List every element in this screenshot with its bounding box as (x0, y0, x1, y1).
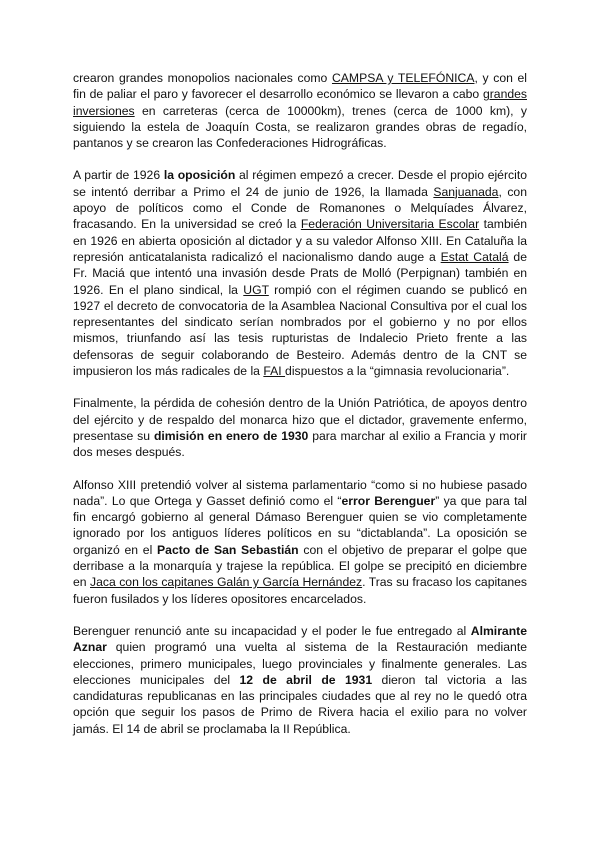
link-federacion-universitaria-escolar[interactable]: Federación Universitaria Escolar (300, 217, 480, 232)
link-campsa-telefonica[interactable]: CAMPSA y TELEFÓNICA (331, 71, 475, 85)
paragraph-2: A partir de 1926 la oposición al régimen empezó a crecer. Desde el propio ejército se intentó derribar a Primo el 24 de junio de 1926, la llamada Sanjuanada, con apoyo de políticos como el Conde de Romanones o Melquíades Álvarez, fracasando. En la universidad se creó la Federación Universitaria Escolar también en 1926 en abierta oposición al dictador y a su valedor Alfonso XIII. En Cataluña la represión anticatalanista radicalizó el nacionalismo dando auge a Estat Catalá de Fr. Maciá que intentó una invasión desde Prats de Molló (Perpignan) también en 1926. En el plano sindical, la UGT rompió con el régimen cuando se publicó en 1927 el decreto de convocatoria de la Asamblea Nacional Consultiva por el cual los representantes del sindicato serían nombrados por el gobierno y no por ellos mismos, triunfando así las tesis rupturistas de Indalecio Prieto frente a las defensoras de seguir colaborando de Besteiro. Además dentro de la CNT se impusieron los más radicales de la FAI dispuestos a la “gimnasia revolucionaria”. (73, 168, 528, 379)
link-ugt[interactable]: UGT (243, 282, 269, 297)
paragraph-1: crearon grandes monopolios nacionales como CAMPSA y TELEFÓNICA, y con el fin de paliar el paro y favorecer el desarrollo económico se llevaron a cabo grandes inversiones en carreteras (cerca de 10000km), trenes (cerca de 1000 km), y siguiendo la estela de Joaquín Costa, se realizaron grandes obras de regadío, pantanos y se crearon las Confederaciones Hidrográficas. (73, 71, 528, 151)
paragraph-4: Alfonso XIII pretendió volver al sistema parlamentario “como si no hubiese pasado nada”. Lo que Ortega y Gasset definió como el “error Berenguer” ya que para tal fin encargó gobierno al general Dámaso Berenguer quien se vio completamente ignorado por los antiguos líderes políticos en su “dictablanda”. La oposición se organizó en el Pacto de San Sebastián con el objetivo de preparar el golpe que derribase a la monarquía y trajese la república. El golpe se precipitó en diciembre en Jaca con los capitanes Galán y García Hernández. Tras su fracaso los capitanes fueron fusilados y los líderes opositores encarcelados. (73, 477, 528, 606)
link-sanjuanada[interactable]: Sanjuanada (433, 184, 499, 199)
paragraph-5: Berenguer renunció ante su incapacidad y el poder le fue entregado al Almirante Aznar quien programó una vuelta al sistema de la Restauración mediante elecciones, primero municipales, luego provinciales y finalmente generales. Las elecciones municipales del 12 de abril de 1931 dieron tal victoria a las candidaturas republicanas en las principales ciudades que al rey no le quedó otra opción que seguir los pasos de Primo de Rivera hacia el exilio para no volver jamás. El 14 de abril se proclamaba la II República. (73, 623, 527, 736)
link-jaca-capitanes[interactable]: Jaca con los capitanes Galán y García Hernández (90, 575, 363, 590)
bold-dimision-1930: dimisión en enero de 1930 (153, 428, 309, 443)
link-grandes-inversiones[interactable]: grandes inversiones (73, 87, 527, 118)
paragraph-3: Finalmente, la pérdida de cohesión dentro de la Unión Patriótica, de apoyos dentro del ejército y de respaldo del monarca hizo que el dictador, gravemente enfermo, presentase su dimisión en enero de 1930 para marchar al exilio a Francia y morir dos meses después. (73, 396, 527, 460)
link-fai[interactable]: FAI (263, 364, 286, 379)
bold-error-berenguer: error Berenguer (341, 493, 436, 508)
link-estat-catala[interactable]: Estat Catalá (440, 249, 509, 264)
bold-12-abril-1931: 12 de abril de 1931 (239, 672, 373, 687)
bold-almirante-aznar: Almirante Aznar (73, 623, 527, 655)
document-page (73, 70, 527, 753)
bold-la-oposicion: la oposición (163, 168, 236, 183)
bold-pacto-san-sebastian: Pacto de San Sebastián (157, 542, 299, 557)
